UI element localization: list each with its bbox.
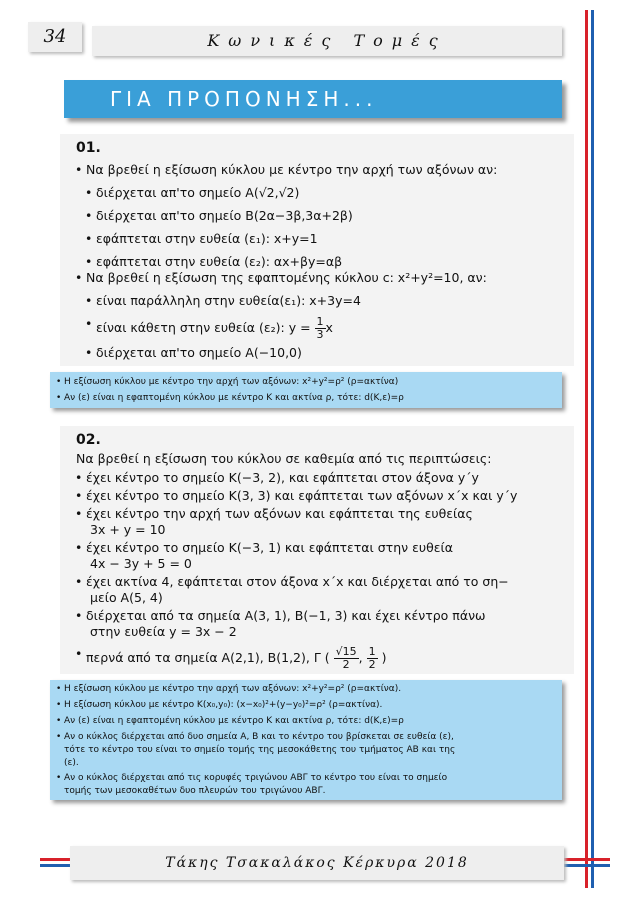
exercise-1-question-1: • Να βρεθεί η εξίσωση κύκλου με κέντρο την αρχή των αξόνων αν:: [86, 162, 497, 177]
theory-2-item: • Αν (ε) είναι η εφαπτομένη κύκλου με κέντρο Κ και ακτίνα ρ, τότε: d(K,ε)=ρ: [64, 716, 404, 726]
exercise-1-q2-item-text: είναι κάθετη στην ευθεία (ε₂): y =: [96, 320, 315, 335]
exercise-2-item-continued: στην ευθεία y = 3x − 2: [90, 624, 237, 639]
exercise-1-number: 01.: [76, 140, 101, 156]
section-banner: ΓΙΑ ΠΡΟΠΟΝΗΣΗ...: [64, 80, 562, 118]
exercise-1-q2-item: • διέρχεται απ'το σημείο Α(−10,0): [96, 345, 302, 360]
exercise-2-item: • έχει ακτίνα 4, εφάπτεται στον άξονα x΄x και διέρχεται από το ση−: [86, 574, 509, 589]
exercise-1-q1-item: • εφάπτεται στην ευθεία (ε₁): x+y=1: [96, 231, 318, 246]
theory-2-item: • Η εξίσωση κύκλου με κέντρο Κ(x₀,y₀): (x−x₀)²+(y−y₀)²=ρ² (ρ=ακτίνα).: [64, 700, 382, 710]
exercise-2-item: • έχει κέντρο το σημείο Κ(−3, 2), και εφάπτεται στον άξονα y΄y: [86, 470, 479, 485]
exercise-2-number: 02.: [76, 432, 101, 448]
exercise-2-item: • έχει κέντρο το σημείο Κ(−3, 1) και εφάπτεται στην ευθεία: [86, 540, 453, 555]
exercise-1-question-2: • Να βρεθεί η εξίσωση της εφαπτομένης κύκλου c: x²+y²=10, αν:: [86, 270, 487, 285]
exercise-1-q1-item: • εφάπτεται στην ευθεία (ε₂): αx+βy=αβ: [96, 254, 342, 269]
exercise-2-item-continued: 3x + y = 10: [90, 522, 166, 537]
closing-paren: ): [381, 650, 387, 665]
exercise-1-q1-item: • διέρχεται απ'το σημείο Α(√2,√2): [96, 185, 299, 200]
frame-blue-vertical: [591, 10, 594, 888]
exercise-2-intro: Να βρεθεί η εξίσωση του κύκλου σε καθεμία από τις περιπτώσεις:: [76, 451, 492, 466]
header-title: Κωνικές Τομές: [207, 31, 447, 50]
theory-2-item-continued: τομής των μεσοκαθέτων δυο πλευρών του τριγώνου ΑΒΓ.: [64, 786, 326, 796]
exercise-2-item-continued: 4x − 3y + 5 = 0: [90, 556, 192, 571]
fraction: [367, 646, 378, 671]
exercise-2-item: • έχει κέντρο την αρχή των αξόνων και εφάπτεται της ευθείας: [86, 506, 473, 521]
exercise-1-q2-item: • είναι παράλληλη στην ευθεία(ε₁): x+3y=4: [96, 293, 361, 308]
fraction-numerator: 1: [316, 315, 324, 328]
fraction: [315, 316, 326, 341]
exercise-2-item: • έχει κέντρο το σημείο Κ(3, 3) και εφάπτεται των αξόνων x΄x και y΄y: [86, 488, 517, 503]
exercise-2-item-continued: μείο Α(5, 4): [90, 590, 163, 605]
theory-2-item: • Η εξίσωση κύκλου με κέντρο την αρχή των αξόνων: x²+y²=ρ² (ρ=ακτίνα).: [64, 684, 401, 694]
fraction-variable: x: [325, 320, 333, 335]
fraction-numerator: 1: [368, 645, 376, 658]
exercise-2-item-text: περνά από τα σημεία Α(2,1), Β(1,2), Γ (: [86, 650, 330, 665]
theory-1-item: • Αν (ε) είναι η εφαπτομένη κύκλου με κέντρο Κ και ακτίνα ρ, τότε: d(K,ε)=ρ: [64, 393, 404, 403]
fraction-denominator: 2: [368, 658, 376, 671]
theory-2-item-continued: (ε).: [64, 758, 79, 768]
fraction: [334, 646, 359, 671]
theory-2-item-continued: τότε το κέντρο του είναι το σημείο τομής της μεσοκάθετης του τμήματος ΑΒ και της: [64, 745, 456, 755]
frame-red-vertical: [585, 10, 588, 888]
fraction-numerator: √15: [335, 645, 357, 658]
footer: Τάκης Τσακαλάκος Κέρκυρα 2018: [70, 846, 564, 880]
exercise-1-q2-item: [96, 316, 333, 341]
theory-2-item: • Αν ο κύκλος διέρχεται από τις κορυφές τριγώνου ΑΒΓ το κέντρο του είναι το σημείο: [64, 773, 447, 783]
page-number: 34: [28, 22, 82, 52]
exercise-2-item: • διέρχεται από τα σημεία Α(3, 1), Β(−1, 3) και έχει κέντρο πάνω: [86, 608, 486, 623]
theory-2-item: • Αν ο κύκλος διέρχεται από δυο σημεία Α, Β και το κέντρο του βρίσκεται σε ευθεία (ε),: [64, 732, 454, 742]
fraction-denominator: 3: [316, 328, 324, 341]
exercise-1-q1-item: • διέρχεται απ'το σημείο Β(2α−3β,3α+2β): [96, 208, 353, 223]
theory-1-item: • Η εξίσωση κύκλου με κέντρο την αρχή των αξόνων: x²+y²=ρ² (ρ=ακτίνα): [64, 377, 398, 387]
fraction-denominator: 2: [342, 658, 350, 671]
exercise-2-item: • περνά από τα σημεία Α(2,1), Β(1,2), Γ ( $\frac{√15}{2}$ , $\frac{1}{2}$ ): [86, 646, 386, 671]
